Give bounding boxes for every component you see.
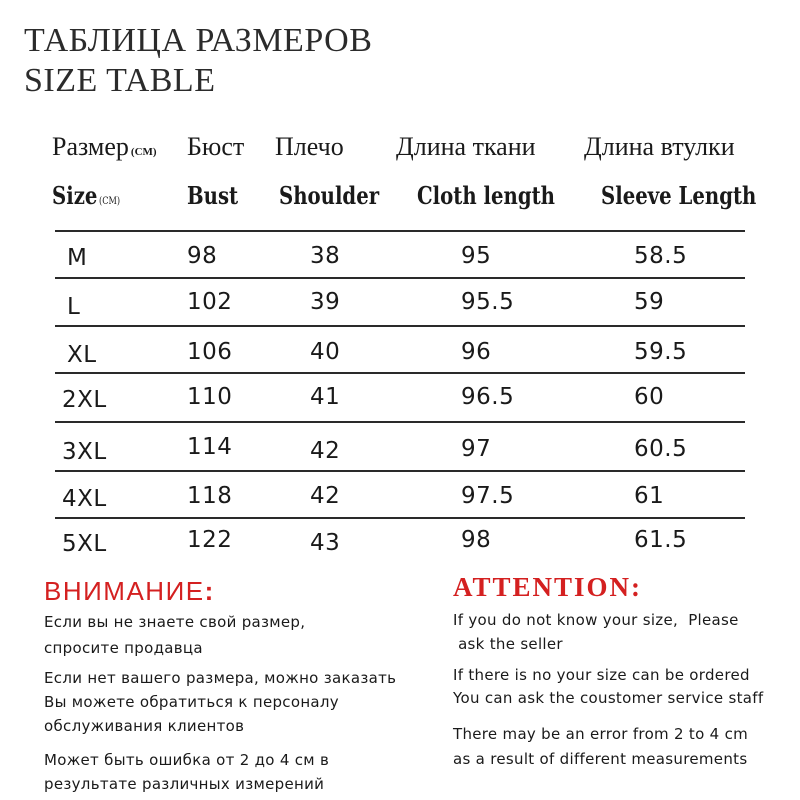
table-cell-bust: 114: [187, 434, 233, 460]
table-cell-shoulder: 40: [310, 339, 341, 365]
header-en-bust: Bust: [187, 181, 239, 210]
table-cell-bust: 98: [187, 243, 218, 269]
table-cell-shoulder: 38: [310, 243, 341, 269]
attention-heading-ru-colon: :: [204, 576, 215, 606]
table-cell-cloth-length: 96: [461, 339, 492, 365]
table-cell-shoulder: 43: [310, 530, 341, 556]
header-ru-shoulder: Плечо: [275, 132, 344, 161]
attention-note-ru: Если нет вашего размера, можно заказать: [44, 669, 397, 687]
table-cell-shoulder: 39: [310, 289, 341, 315]
attention-heading-en: ATTENTION:: [453, 572, 643, 602]
table-cell-size: 4XL: [62, 486, 107, 512]
attention-note-en: If there is no your size can be ordered: [453, 666, 750, 684]
table-cell-bust: 118: [187, 483, 233, 509]
table-cell-cloth-length: 97.5: [461, 483, 515, 509]
attention-note-en: There may be an error from 2 to 4 cm: [453, 725, 749, 743]
table-cell-cloth-length: 95: [461, 243, 492, 269]
table-cell-size: 5XL: [62, 531, 107, 557]
table-rule: [55, 372, 745, 374]
table-cell-sleeve-length: 60: [634, 384, 665, 410]
page-title-en: SIZE TABLE: [24, 62, 216, 99]
table-rule: [55, 421, 745, 423]
header-ru-size-label: Размер: [52, 132, 129, 161]
table-rule: [55, 470, 745, 472]
table-rule: [55, 325, 745, 327]
attention-note-ru: спросите продавца: [44, 639, 203, 657]
table-rule: [55, 230, 745, 232]
table-cell-bust: 106: [187, 339, 233, 365]
header-ru-size-unit: (CM): [130, 146, 157, 158]
table-cell-sleeve-length: 60.5: [634, 436, 688, 462]
header-en-shoulder: Shoulder: [279, 181, 380, 210]
table-cell-shoulder: 41: [310, 384, 341, 410]
attention-heading-ru: [44, 576, 215, 607]
header-en-size-label: Size: [52, 181, 98, 210]
header-en-size-unit: (CM): [99, 196, 121, 207]
table-cell-size: XL: [67, 342, 97, 368]
attention-note-ru: Если вы не знаете свой размер,: [44, 613, 306, 631]
table-cell-size: M: [67, 245, 88, 271]
attention-heading-ru-text: ВНИМАНИЕ: [44, 576, 205, 606]
table-rule: [55, 517, 745, 519]
table-cell-cloth-length: 95.5: [461, 289, 515, 315]
table-cell-size: 3XL: [62, 439, 107, 465]
attention-note-ru: результате различных измерений: [44, 775, 325, 793]
header-ru-size: [52, 132, 157, 162]
header-en-sleeve-length: Sleeve Length: [601, 181, 757, 210]
header-ru-sleeve-length: Длина втулки: [584, 132, 735, 161]
attention-note-ru: Вы можете обратиться к персоналу: [44, 693, 339, 711]
table-cell-sleeve-length: 58.5: [634, 243, 688, 269]
table-cell-bust: 110: [187, 384, 233, 410]
attention-note-en: You can ask the coustomer service staff: [453, 689, 764, 707]
header-ru-bust: Бюст: [187, 132, 245, 161]
header-en-size: [52, 181, 120, 210]
table-rule: [55, 277, 745, 279]
attention-note-en: as a result of different measurements: [453, 750, 748, 768]
header-ru-cloth-length: Длина ткани: [396, 132, 536, 161]
table-cell-cloth-length: 96.5: [461, 384, 515, 410]
page-title-ru: ТАБЛИЦА РАЗМЕРОВ: [24, 22, 373, 59]
table-cell-bust: 122: [187, 527, 233, 553]
table-cell-shoulder: 42: [310, 483, 341, 509]
attention-note-ru: Может быть ошибка от 2 до 4 см в: [44, 751, 330, 769]
attention-note-en: If you do not know your size, Please: [453, 611, 739, 629]
table-cell-cloth-length: 97: [461, 436, 492, 462]
table-cell-shoulder: 42: [310, 438, 341, 464]
table-cell-size: 2XL: [62, 387, 107, 413]
table-cell-sleeve-length: 59: [634, 289, 665, 315]
table-cell-size: L: [67, 294, 81, 320]
table-cell-bust: 102: [187, 289, 233, 315]
attention-note-en: ask the seller: [453, 635, 563, 653]
header-en-cloth-length: Cloth length: [417, 181, 555, 210]
attention-note-ru: обслуживания клиентов: [44, 717, 245, 735]
table-cell-cloth-length: 98: [461, 527, 492, 553]
table-cell-sleeve-length: 61: [634, 483, 665, 509]
table-cell-sleeve-length: 61.5: [634, 527, 688, 553]
table-cell-sleeve-length: 59.5: [634, 339, 688, 365]
